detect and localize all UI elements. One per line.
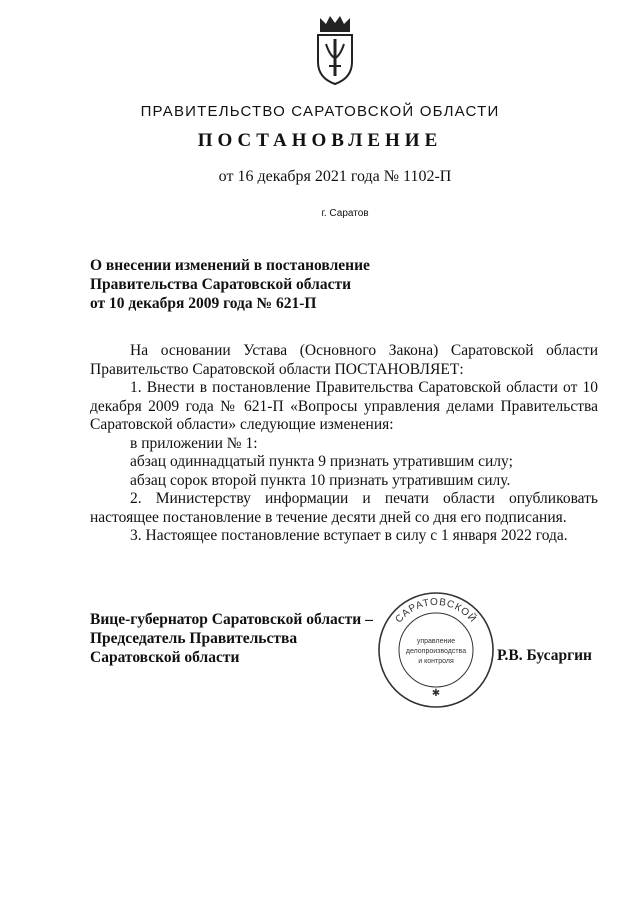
document-type: ПОСТАНОВЛЕНИЕ <box>197 130 443 151</box>
stamp-center-line: и контроля <box>418 658 454 665</box>
document-number: от 16 декабря 2021 года № 1102-П <box>218 168 452 185</box>
paragraph-item-1-b: абзац сорок второй пункта 10 признать утратившим силу. <box>130 471 511 489</box>
signer-title-line: Председатель Правительства <box>90 630 298 647</box>
document-body <box>90 342 598 546</box>
official-stamp <box>377 591 495 709</box>
signer-title <box>90 610 373 667</box>
stamp-ring-text: САРАТОВСКОЙ <box>393 596 479 626</box>
coat-of-arms-icon <box>312 14 358 86</box>
signer-title-line: Саратовской области <box>90 649 240 666</box>
subject-line: Правительства Саратовской области <box>90 276 351 293</box>
signer-name: Р.В. Бусаргин <box>497 647 592 664</box>
paragraph-preamble: На основании Устава (Основного Закона) Саратовской области Правительство Саратовской области ПОСТАНОВЛЯЕТ: <box>90 342 598 378</box>
stamp-star-icon: ✱ <box>431 688 441 699</box>
signer-title-line: Вице-губернатор Саратовской области – <box>90 611 373 628</box>
document-subject <box>90 256 370 313</box>
paragraph-item-2: 2. Министерству информации и печати области опубликовать настоящее постановление в течение десяти дней со дня его подписания. <box>90 490 598 526</box>
paragraph-item-1: 1. Внести в постановление Правительства Саратовской области от 10 декабря 2009 года № 621-П «Вопросы управления делами Правительства Саратовской области» следующие изменения: <box>90 379 598 433</box>
city: г. Саратов <box>321 208 369 219</box>
stamp-center-line: делопроизводства <box>405 648 467 655</box>
stamp-center-line: управление <box>416 638 456 645</box>
subject-line: О внесении изменений в постановление <box>90 257 370 274</box>
subject-line: от 10 декабря 2009 года № 621-П <box>90 295 317 312</box>
organization-title: ПРАВИТЕЛЬСТВО САРАТОВСКОЙ ОБЛАСТИ <box>140 103 500 120</box>
paragraph-item-1-a: абзац одиннадцатый пункта 9 признать утратившим силу; <box>130 453 513 470</box>
paragraph-item-1-sub: в приложении № 1: <box>130 434 258 452</box>
paragraph-item-3: 3. Настоящее постановление вступает в силу с 1 января 2022 года. <box>130 527 568 544</box>
